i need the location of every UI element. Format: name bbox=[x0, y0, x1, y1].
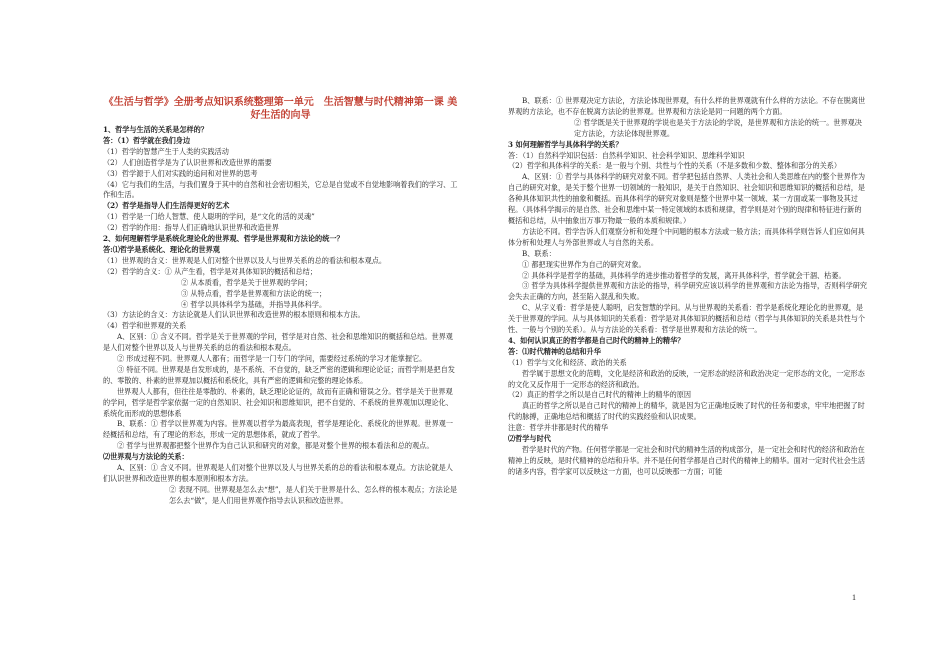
text-line: ② 哲学与世界观都把整个世界作为自己认识和研究的对象，都是对整个世界的根本看法和总的观点。 bbox=[117, 441, 434, 451]
right-column bbox=[508, 96, 868, 478]
text-line: 答：（1）自然科学知识包括：自然科学知识、社会科学知识、思维科学知识 bbox=[508, 150, 745, 160]
text-line: （1）哲学是一门给人智慧、使人聪明的学问，是“文化的活的灵魂” bbox=[103, 212, 315, 222]
text-line: B、联系：① 哲学以世界观为内容。世界观以哲学为最高表现，哲学是理论化、系统化的世界观。世界观一经概括和总结，有了理论的形态，形成一定的思想体系，就成了哲学。 bbox=[103, 419, 453, 440]
text-line: B、联系：① 世界观决定方法论，方法论体现世界观，有什么样的世界观就有什么样的方法论。不存在脱离世界观的方法论，也不存在脱离方法论的世界观。世界观和方法论是同一问题的两个方面。 bbox=[508, 96, 866, 116]
text-line: （3）方法论的含义：方法论就是人们认识世界和改造世界的根本原则和根本方法。 bbox=[103, 310, 365, 320]
section-heading: 答：⑴时代精神的总结和升华 bbox=[508, 346, 601, 356]
text-line: ③ 哲学为具体科学提供世界观和方法论的指导，科学研究应该以科学的世界观和方法论为指导，否则科学研究会失去正确的方向，甚至陷入混乱和失败。 bbox=[508, 281, 868, 302]
text-line: A、区别：① 含义不同。哲学是关于世界观的学问，哲学是对自然、社会和思维知识的概括和总结。世界观是人们对整个世界以及人与世界关系的总的看法和根本观点。 bbox=[103, 332, 453, 353]
text-line: 真正的哲学之所以是自己时代的精神上的精华，就是因为它正确地反映了时代的任务和要求，牢牢地把握了时代的脉搏，正确地总结和概括了时代的实践经验和认识成果。 bbox=[508, 401, 865, 422]
right-text-block bbox=[508, 96, 868, 478]
page-number: 1 bbox=[852, 593, 856, 602]
left-text-block bbox=[103, 125, 458, 507]
section-heading: （2）哲学是指导人们生活得更好的艺术 bbox=[103, 201, 230, 211]
text-line: C、从字义看：哲学是使人聪明，启发智慧的学问。从与世界观的关系看：哲学是系统化理论化的世界观，是关于世界观的学问。从与具体知识的关系看：哲学是对具体知识的概括和总结（哲学与具体知识的关系是共性与个性、一般与个别的关系）。从与方法论的关系看：哲学是世界观和方法论的统一。 bbox=[508, 303, 866, 335]
text-line: ② 从本质看，哲学是关于世界观的学问； bbox=[181, 277, 312, 287]
text-line: ② 形成过程不同。世界观人人都有；而哲学是一门专门的学问，需要经过系统的学习才能掌握它。 bbox=[117, 354, 427, 364]
text-line: （1）世界观的含义：世界观是人们对整个世界以及人与世界关系的总的看法和根本观点。 bbox=[103, 255, 387, 265]
text-line: ② 具体科学是哲学的基础，具体科学的进步推动着哲学的发展，离开具体科学，哲学就会干涸、枯萎。 bbox=[522, 270, 846, 280]
section-heading: 3 如何理解哲学与具体科学的关系？ bbox=[508, 139, 623, 149]
text-line: （4）哲学和世界观的关系 bbox=[103, 321, 187, 331]
text-line: （2）哲学和具体科学的关系：是一般与个别、共性与个性的关系（不是多数和少数、整体和部分的关系） bbox=[508, 161, 842, 171]
text-line: ① 都把现实世界作为自己的研究对象。 bbox=[522, 259, 646, 269]
text-line: （2）哲学的作用：指导人们正确地认识世界和改造世界 bbox=[103, 223, 279, 233]
text-line: ③ 特征不同。世界观是自发形成的，是不系统、不自觉的，缺乏严密的逻辑和理论论证；而哲学则是把自发的、零散的、朴素的世界观加以概括和系统化，具有严密的逻辑和完整的理论体系。 bbox=[103, 364, 455, 385]
text-line: （1）哲学的智慧产生于人类的实践活动 bbox=[103, 146, 229, 156]
text-line: （2）哲学的含义：① 从产生看，哲学是对具体知识的概括和总结； bbox=[103, 266, 317, 276]
text-line: 哲学是时代的产物。任何哲学都是一定社会和时代的精神生活的构成部分，是一定社会和时代的经济和政治在精神上的反映，是时代精神的总结和升华。并不是任何哲学都是自己时代的精神上的精华。面对一定时代社会生活的诸多内容，哲学家可以反映这一方面，也可以反映那一方面；可能 bbox=[508, 445, 866, 476]
text-line: （1）哲学与文化和经济、政治的关系 bbox=[508, 357, 627, 367]
section-heading: 2、如何理解哲学是系统化理论化的世界观、哲学是世界观和方法论的统一？ bbox=[103, 234, 344, 244]
text-line: ③ 从特点看，哲学是世界观和方法论的统一； bbox=[181, 288, 327, 298]
section-heading: ⑵哲学与时代 bbox=[508, 434, 551, 444]
section-heading: 4、如何认识真正的哲学都是自己时代的精神上的精华？ bbox=[508, 335, 685, 345]
section-heading: 答:⑴哲学是系统化、理论化的世界观 bbox=[103, 244, 220, 254]
text-line: 方法论不同。哲学告诉人们观察分析和处理个中问题的根本方法或一般方法；而具体科学则告诉人们应如何具体分析和处理人与外部世界或人与自然的关系。 bbox=[508, 226, 865, 247]
document-title: 《生活与哲学》全册考点知识系统整理第一单元 生活智慧与时代精神第一课 美好生活的向导 bbox=[103, 97, 458, 121]
section-heading: 答：（1）哲学就在我们身边 bbox=[103, 135, 191, 145]
text-line: 注意：哲学并非都是时代的精华 bbox=[508, 423, 608, 433]
text-line: ② 表现不同。世界观是怎么去“想”，是人们关于世界是什么、怎么样的根本观点；方法论是怎么去“做”，是人们用世界观作指导去认识和改造世界。 bbox=[169, 484, 458, 505]
text-line: （2）人们创造哲学是为了认识世界和改造世界的需要 bbox=[103, 157, 272, 167]
text-line: （4）它与我们的生活，与我们置身于其中的自然和社会密切相关，它总是自觉或不自觉地影响着我们的学习、工作和生活。 bbox=[103, 179, 458, 200]
text-line: A、区别：① 哲学与具体科学的研究对象不同。哲学把包括自然界、人类社会和人类思维在内的整个世界作为自己的研究对象，是关于整个世界一切领域的一般知识，是关于自然知识、社会知识和思维知识的概括和总结，是各种具体知识共性的抽象和概括。而具体科学的研究对象则是整个世界中某一领域、某一方面或某一事物及其过程。（具体科学揭示的是自然、社会和思维中某一特定领域的本质和规律，哲学则是对个别的现律和特征进行新的概括和总结，从中抽象出万事万物最一般的本质和规律。） bbox=[508, 172, 866, 225]
text-line: ④ 哲学以具体科学为基础，并指导具体科学。 bbox=[181, 299, 327, 309]
text-line: B、联系： bbox=[522, 248, 556, 258]
text-line: 哲学属于思想文化的范畴，文化是经济和政治的反映，一定形态的经济和政治决定一定形态的文化，一定形态的文化又反作用于一定形态的经济和政治。 bbox=[508, 368, 865, 389]
text-line: （3）哲学源于人们对实践的追问和对世界的思考 bbox=[103, 168, 258, 178]
section-heading: ⑵世界观与方法论的关系： bbox=[103, 452, 189, 462]
text-line: A、区别：① 含义不同。世界观是人们对整个世界以及人与世界关系的总的看法和根本观点。方法论就是人们认识世界和改造世界的根本原则和根本方法。 bbox=[103, 463, 453, 483]
section-heading: 1、哲学与生活的关系是怎样的？ bbox=[103, 125, 208, 134]
text-line: （2）真正的哲学之所以是自己时代的精神上的精华的原因 bbox=[508, 390, 692, 400]
text-line: 世界观人人都有，但往往是零散的、朴素的，缺乏理论论证的，故而有正确和错误之分。哲学是关于世界观的学问，哲学是哲学家依据一定的自然知识、社会知识和思维知识，把不自觉的、不系统的世界观加以理论化、系统化而形成的思想体系 bbox=[103, 386, 453, 418]
text-line: ② 哲学既是关于世界观的学说也是关于方法论的学说，是世界观和方法论的统一。世界观决定方法论，方法论体现世界观。 bbox=[574, 117, 862, 138]
left-column bbox=[103, 96, 458, 507]
